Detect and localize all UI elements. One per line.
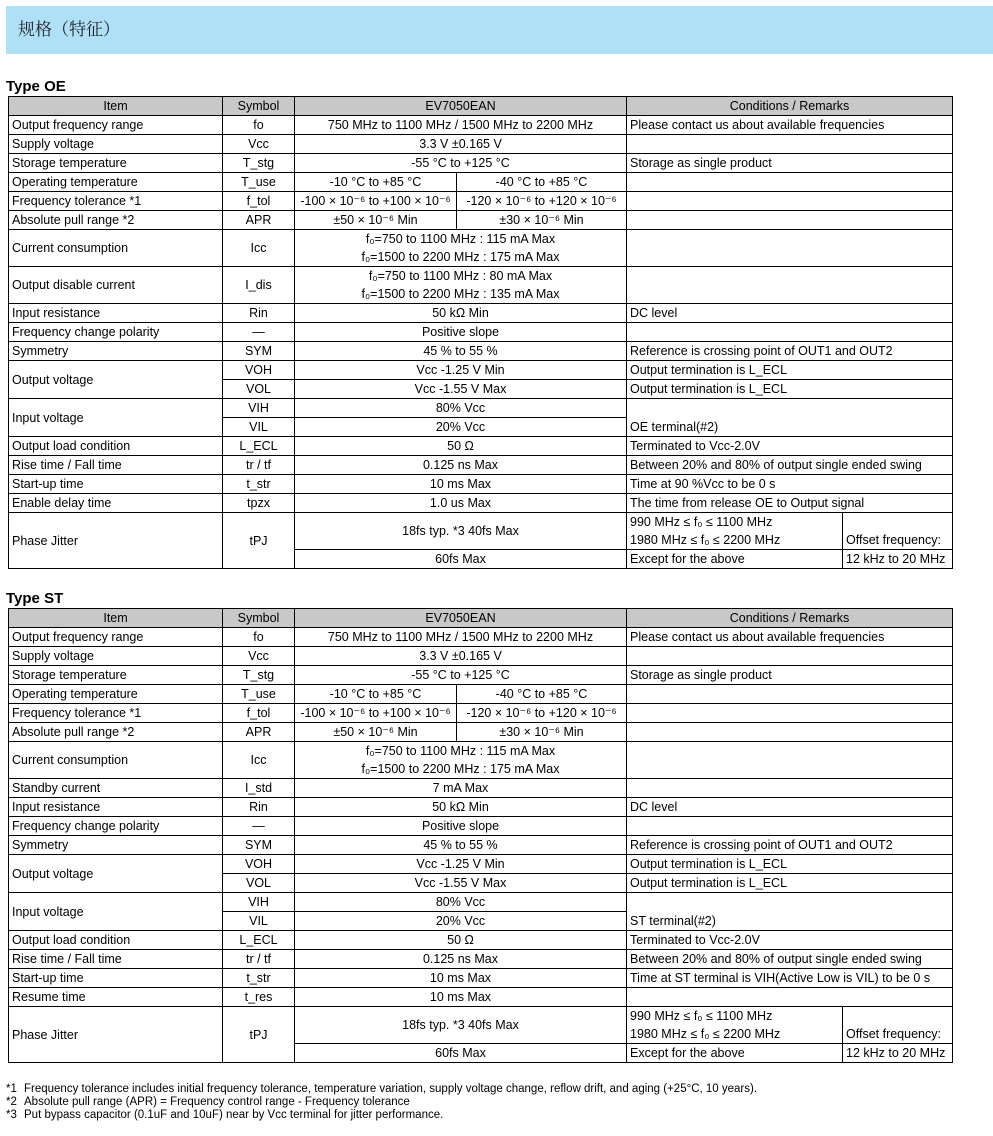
item-cell: Output voltage (9, 361, 223, 399)
remark-cell: 12 kHz to 20 MHz (843, 1044, 953, 1063)
symbol-cell: I_std (223, 779, 295, 798)
value-cell: -55 °C to +125 °C (295, 154, 627, 173)
symbol-cell: f_tol (223, 192, 295, 211)
remark-cell: DC level (627, 798, 953, 817)
item-cell: Frequency change polarity (9, 817, 223, 836)
item-cell: Output disable current (9, 267, 223, 304)
spec-table-oe (8, 96, 953, 569)
table-row (9, 513, 953, 532)
value-cell: 10 ms Max (295, 969, 627, 988)
item-cell: Start-up time (9, 475, 223, 494)
value-cell: 3.3 V ±0.165 V (295, 647, 627, 666)
remark-cell (627, 135, 953, 154)
table-row (9, 342, 953, 361)
remark-cell: Offset frequency: (843, 513, 953, 550)
value-cell: Positive slope (295, 323, 627, 342)
item-cell: Output voltage (9, 855, 223, 893)
item-cell: Current consumption (9, 742, 223, 779)
remark-cell: Output termination is L_ECL (627, 361, 953, 380)
col-model: EV7050EAN (295, 609, 627, 628)
item-cell: Input resistance (9, 798, 223, 817)
remark-cell: Offset frequency: (843, 1007, 953, 1044)
item-cell: Frequency change polarity (9, 323, 223, 342)
item-cell: Standby current (9, 779, 223, 798)
remark-cell (627, 647, 953, 666)
value-cell: 0.125 ns Max (295, 950, 627, 969)
remark-cell (627, 323, 953, 342)
value-cell: -55 °C to +125 °C (295, 666, 627, 685)
symbol-cell: fo (223, 628, 295, 647)
footnote (6, 1096, 757, 1109)
symbol-cell: VIH (223, 893, 295, 912)
remark-cell (627, 173, 953, 192)
remark-cell: Time at 90 %Vcc to be 0 s (627, 475, 953, 494)
table-row (9, 230, 953, 249)
col-symbol: Symbol (223, 97, 295, 116)
spec-table-st (8, 608, 953, 1063)
item-cell: Storage temperature (9, 666, 223, 685)
value-cell: 60fs Max (295, 550, 627, 569)
footnotes (6, 1083, 757, 1122)
table-row (9, 685, 953, 704)
item-cell: Phase Jitter (9, 513, 223, 569)
remark-cell: Time at ST terminal is VIH(Active Low is VIL) to be 0 s (627, 969, 953, 988)
value-cell: Vcc -1.25 V Min (295, 361, 627, 380)
value-cell: -10 °C to +85 °C (295, 685, 457, 704)
item-cell: Supply voltage (9, 647, 223, 666)
value-cell: 18fs typ. *3 40fs Max (295, 513, 627, 550)
remark-cell: Between 20% and 80% of output single ended swing (627, 456, 953, 475)
symbol-cell: fo (223, 116, 295, 135)
value-cell: 45 % to 55 % (295, 836, 627, 855)
symbol-cell: t_str (223, 969, 295, 988)
remark-cell (627, 742, 953, 779)
remark-cell: The time from release OE to Output signal (627, 494, 953, 513)
table-row (9, 742, 953, 761)
table-row (9, 116, 953, 135)
item-cell: Rise time / Fall time (9, 950, 223, 969)
value-cell: -120 × 10⁻⁶ to +120 × 10⁻⁶ (457, 192, 627, 211)
value-cell: 7 mA Max (295, 779, 627, 798)
item-cell: Phase Jitter (9, 1007, 223, 1063)
symbol-cell: VIL (223, 912, 295, 931)
remark-cell (627, 685, 953, 704)
item-cell: Absolute pull range *2 (9, 723, 223, 742)
footnote-mark: *3 (6, 1109, 17, 1121)
remark-cell: OE terminal(#2) (627, 399, 953, 437)
remark-cell: Terminated to Vcc-2.0V (627, 437, 953, 456)
value-cell: -40 °C to +85 °C (457, 173, 627, 192)
value-cell: -100 × 10⁻⁶ to +100 × 10⁻⁶ (295, 704, 457, 723)
symbol-cell: SYM (223, 836, 295, 855)
value-cell: f₀=750 to 1100 MHz : 115 mA Max (295, 230, 627, 249)
table-row (9, 135, 953, 154)
remark-cell (627, 723, 953, 742)
value-cell: 20% Vcc (295, 912, 627, 931)
remark-cell (627, 817, 953, 836)
value-cell: Vcc -1.55 V Max (295, 874, 627, 893)
table-row (9, 475, 953, 494)
page-banner: 规格（特征） (6, 6, 993, 54)
symbol-cell: VIH (223, 399, 295, 418)
item-cell: Start-up time (9, 969, 223, 988)
symbol-cell: APR (223, 723, 295, 742)
symbol-cell: Rin (223, 304, 295, 323)
value-cell: f₀=1500 to 2200 MHz : 175 mA Max (295, 760, 627, 779)
value-cell: -120 × 10⁻⁶ to +120 × 10⁻⁶ (457, 704, 627, 723)
item-cell: Operating temperature (9, 685, 223, 704)
remark-cell: 1980 MHz ≤ f₀ ≤ 2200 MHz (627, 531, 843, 550)
table-row (9, 836, 953, 855)
table-row (9, 628, 953, 647)
value-cell: ±30 × 10⁻⁶ Min (457, 723, 627, 742)
col-model: EV7050EAN (295, 97, 627, 116)
value-cell: f₀=1500 to 2200 MHz : 135 mA Max (295, 285, 627, 304)
remark-cell (627, 779, 953, 798)
table-row (9, 1007, 953, 1026)
symbol-cell: APR (223, 211, 295, 230)
remark-cell: 1980 MHz ≤ f₀ ≤ 2200 MHz (627, 1025, 843, 1044)
symbol-cell: T_stg (223, 154, 295, 173)
value-cell: Positive slope (295, 817, 627, 836)
symbol-cell: tr / tf (223, 950, 295, 969)
value-cell: f₀=1500 to 2200 MHz : 175 mA Max (295, 248, 627, 267)
table-row (9, 704, 953, 723)
symbol-cell: VOH (223, 855, 295, 874)
value-cell: 50 Ω (295, 437, 627, 456)
table-row (9, 817, 953, 836)
symbol-cell: VIL (223, 418, 295, 437)
item-cell: Input voltage (9, 399, 223, 437)
value-cell: 50 kΩ Min (295, 304, 627, 323)
value-cell: 750 MHz to 1100 MHz / 1500 MHz to 2200 MHz (295, 116, 627, 135)
item-cell: Resume time (9, 988, 223, 1007)
remark-cell: Between 20% and 80% of output single ended swing (627, 950, 953, 969)
remark-cell: Terminated to Vcc-2.0V (627, 931, 953, 950)
remark-cell: Please contact us about available frequencies (627, 628, 953, 647)
item-cell: Input voltage (9, 893, 223, 931)
remark-cell: Except for the above (627, 1044, 843, 1063)
table-row (9, 893, 953, 912)
table-row (9, 361, 953, 380)
symbol-cell: T_use (223, 173, 295, 192)
table-row (9, 323, 953, 342)
symbol-cell: — (223, 817, 295, 836)
remark-cell (627, 230, 953, 267)
table-row (9, 456, 953, 475)
value-cell: 10 ms Max (295, 475, 627, 494)
value-cell: 80% Vcc (295, 893, 627, 912)
value-cell: 0.125 ns Max (295, 456, 627, 475)
value-cell: ±50 × 10⁻⁶ Min (295, 723, 457, 742)
table-row (9, 855, 953, 874)
symbol-cell: L_ECL (223, 437, 295, 456)
value-cell: 3.3 V ±0.165 V (295, 135, 627, 154)
item-cell: Output load condition (9, 437, 223, 456)
col-conditions: Conditions / Remarks (627, 97, 953, 116)
symbol-cell: SYM (223, 342, 295, 361)
table-row (9, 798, 953, 817)
item-cell: Symmetry (9, 342, 223, 361)
remark-cell: ST terminal(#2) (627, 893, 953, 931)
table-row (9, 723, 953, 742)
symbol-cell: — (223, 323, 295, 342)
value-cell: 50 kΩ Min (295, 798, 627, 817)
value-cell: ±50 × 10⁻⁶ Min (295, 211, 457, 230)
value-cell: 750 MHz to 1100 MHz / 1500 MHz to 2200 MHz (295, 628, 627, 647)
remark-cell: Output termination is L_ECL (627, 874, 953, 893)
footnote-mark: *1 (6, 1083, 17, 1095)
table-row (9, 666, 953, 685)
symbol-cell: VOL (223, 380, 295, 399)
col-conditions: Conditions / Remarks (627, 609, 953, 628)
section-title-st: Type ST (6, 590, 64, 607)
item-cell: Rise time / Fall time (9, 456, 223, 475)
footnote-mark: *2 (6, 1096, 17, 1108)
remark-cell: Storage as single product (627, 154, 953, 173)
remark-cell: DC level (627, 304, 953, 323)
table-row (9, 494, 953, 513)
value-cell: -100 × 10⁻⁶ to +100 × 10⁻⁶ (295, 192, 457, 211)
item-cell: Output frequency range (9, 628, 223, 647)
table-row (9, 437, 953, 456)
remark-cell: Output termination is L_ECL (627, 380, 953, 399)
table-row (9, 931, 953, 950)
symbol-cell: tPJ (223, 513, 295, 569)
table-row (9, 988, 953, 1007)
item-cell: Enable delay time (9, 494, 223, 513)
table-row (9, 399, 953, 418)
footnote (6, 1083, 757, 1096)
remark-cell: 990 MHz ≤ f₀ ≤ 1100 MHz (627, 1007, 843, 1026)
table-row (9, 779, 953, 798)
value-cell: ±30 × 10⁻⁶ Min (457, 211, 627, 230)
table-row (9, 647, 953, 666)
symbol-cell: Vcc (223, 647, 295, 666)
col-item: Item (9, 609, 223, 628)
symbol-cell: t_res (223, 988, 295, 1007)
symbol-cell: tr / tf (223, 456, 295, 475)
table-row (9, 173, 953, 192)
table-header (9, 97, 953, 116)
value-cell: 80% Vcc (295, 399, 627, 418)
remark-cell: Storage as single product (627, 666, 953, 685)
value-cell: f₀=750 to 1100 MHz : 115 mA Max (295, 742, 627, 761)
col-symbol: Symbol (223, 609, 295, 628)
table-row (9, 267, 953, 286)
item-cell: Output load condition (9, 931, 223, 950)
table-row (9, 154, 953, 173)
item-cell: Input resistance (9, 304, 223, 323)
value-cell: 45 % to 55 % (295, 342, 627, 361)
symbol-cell: Icc (223, 742, 295, 779)
remark-cell: Reference is crossing point of OUT1 and OUT2 (627, 836, 953, 855)
footnote-text: Absolute pull range (APR) = Frequency control range - Frequency tolerance (24, 1096, 410, 1108)
value-cell: 10 ms Max (295, 988, 627, 1007)
item-cell: Frequency tolerance *1 (9, 192, 223, 211)
value-cell: -10 °C to +85 °C (295, 173, 457, 192)
value-cell: f₀=750 to 1100 MHz : 80 mA Max (295, 267, 627, 286)
table-row (9, 969, 953, 988)
item-cell: Storage temperature (9, 154, 223, 173)
remark-cell (627, 211, 953, 230)
table-row (9, 950, 953, 969)
value-cell: Vcc -1.25 V Min (295, 855, 627, 874)
symbol-cell: T_use (223, 685, 295, 704)
remark-cell: 12 kHz to 20 MHz (843, 550, 953, 569)
value-cell: 1.0 us Max (295, 494, 627, 513)
value-cell: Vcc -1.55 V Max (295, 380, 627, 399)
symbol-cell: Rin (223, 798, 295, 817)
footnote (6, 1109, 757, 1122)
table-row (9, 211, 953, 230)
item-cell: Current consumption (9, 230, 223, 267)
symbol-cell: tpzx (223, 494, 295, 513)
table-row (9, 192, 953, 211)
symbol-cell: f_tol (223, 704, 295, 723)
remark-cell: Reference is crossing point of OUT1 and OUT2 (627, 342, 953, 361)
table-row (9, 304, 953, 323)
item-cell: Operating temperature (9, 173, 223, 192)
item-cell: Output frequency range (9, 116, 223, 135)
remark-cell (627, 704, 953, 723)
footnote-text: Frequency tolerance includes initial frequency tolerance, temperature variation, supply voltage change, reflow drift, and aging (+25°C, 10 years). (24, 1083, 758, 1095)
remark-cell (627, 192, 953, 211)
item-cell: Absolute pull range *2 (9, 211, 223, 230)
symbol-cell: tPJ (223, 1007, 295, 1063)
value-cell: -40 °C to +85 °C (457, 685, 627, 704)
remark-cell (627, 988, 953, 1007)
section-title-oe: Type OE (6, 78, 66, 95)
symbol-cell: I_dis (223, 267, 295, 304)
table-header (9, 609, 953, 628)
symbol-cell: VOL (223, 874, 295, 893)
symbol-cell: VOH (223, 361, 295, 380)
remark-cell: Output termination is L_ECL (627, 855, 953, 874)
item-cell: Frequency tolerance *1 (9, 704, 223, 723)
symbol-cell: Icc (223, 230, 295, 267)
symbol-cell: Vcc (223, 135, 295, 154)
symbol-cell: L_ECL (223, 931, 295, 950)
item-cell: Symmetry (9, 836, 223, 855)
value-cell: 20% Vcc (295, 418, 627, 437)
item-cell: Supply voltage (9, 135, 223, 154)
symbol-cell: T_stg (223, 666, 295, 685)
footnote-text: Put bypass capacitor (0.1uF and 10uF) near by Vcc terminal for jitter performance. (24, 1109, 444, 1121)
col-item: Item (9, 97, 223, 116)
remark-cell: 990 MHz ≤ f₀ ≤ 1100 MHz (627, 513, 843, 532)
value-cell: 60fs Max (295, 1044, 627, 1063)
remark-cell: Please contact us about available frequencies (627, 116, 953, 135)
symbol-cell: t_str (223, 475, 295, 494)
remark-cell (627, 267, 953, 304)
remark-cell: Except for the above (627, 550, 843, 569)
value-cell: 50 Ω (295, 931, 627, 950)
value-cell: 18fs typ. *3 40fs Max (295, 1007, 627, 1044)
